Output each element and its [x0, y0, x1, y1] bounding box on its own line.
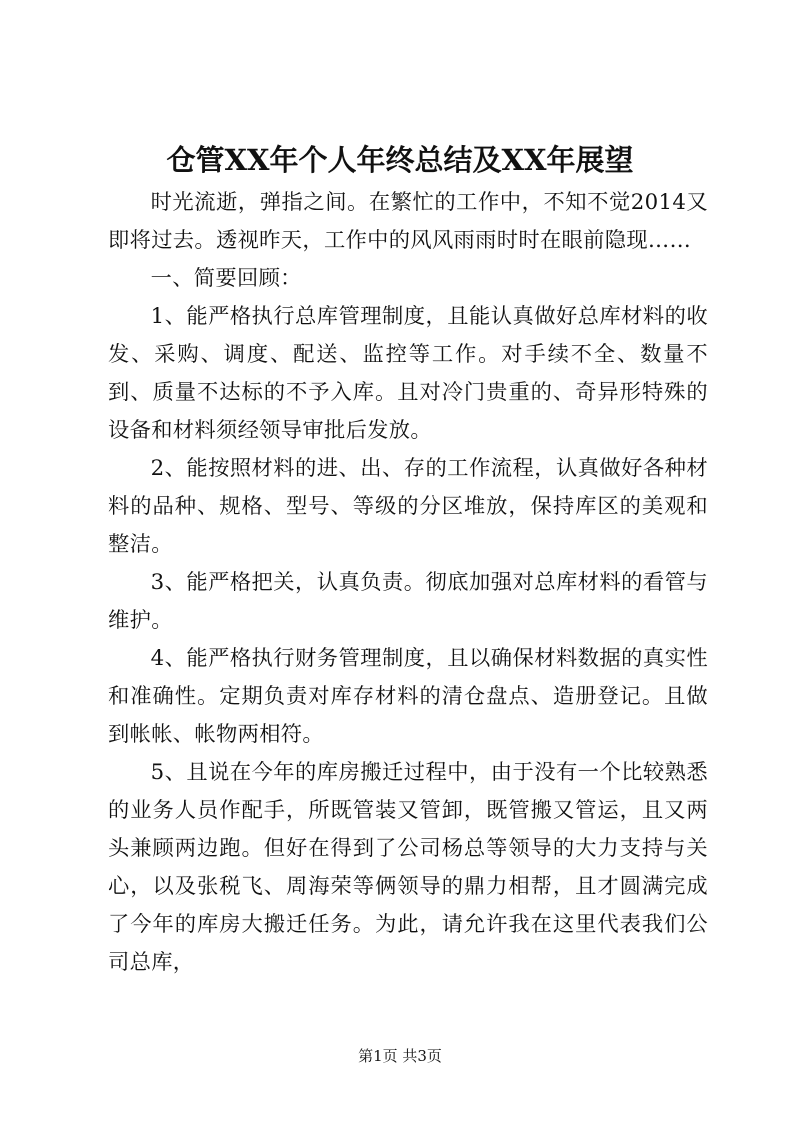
document-body: [108, 184, 708, 982]
paragraph-item-3: 3、能严格把关，认真负责。彻底加强对总库材料的看管与维护。: [108, 570, 708, 633]
paragraph-item-5: 5、且说在今年的库房搬迁过程中，由于没有一个比较熟悉的业务人员作配手，所既管装又管卸，既管搬又管运，且又两头兼顾两边跑。但好在得到了公司杨总等领导的大力支持与关心，以及张税飞、周海荣等俩领导的鼎力相帮，且才圆满完成了今年的库房大搬迁任务。为此，请允许我在这里代表我们公司总库，: [108, 760, 708, 975]
paragraph-item-2: 2、能按照材料的进、出、存的工作流程，认真做好各种材料的品种、规格、型号、等级的分区堆放，保持库区的美观和整洁。: [108, 456, 708, 557]
paragraph-section-heading: 一、简要回顾：: [150, 266, 302, 291]
paragraph-item-1: 1、能严格执行总库管理制度，且能认真做好总库材料的收发、采购、调度、配送、监控等工作。对手续不全、数量不到、质量不达标的不予入库。且对冷门贵重的、奇异形特殊的设备和材料须经领导审批后发放。: [108, 304, 708, 443]
paragraph-item-4: 4、能严格执行财务管理制度，且以确保材料数据的真实性和准确性。定期负责对库存材料的清仓盘点、造册登记。且做到帐帐、帐物两相符。: [108, 646, 708, 747]
document-title: 仓管XX年个人年终总结及XX年展望: [166, 143, 634, 177]
paragraph-intro: 时光流逝，弹指之间。在繁忙的工作中，不知不觉2014又即将过去。透视昨天，工作中的风风雨雨时时在眼前隐现……: [108, 190, 708, 253]
page-footer: 第1页 共3页: [358, 1047, 442, 1065]
